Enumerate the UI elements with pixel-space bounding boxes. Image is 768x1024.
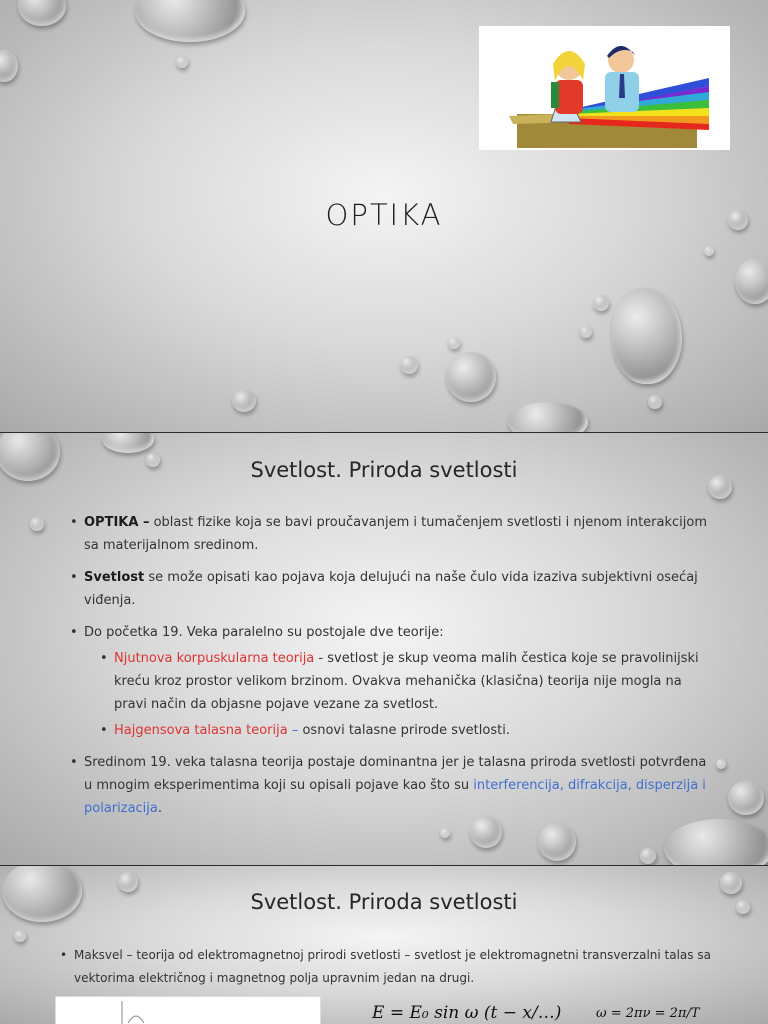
angular-frequency-equation: ω = 2πν = 2π/T	[596, 1006, 700, 1021]
water-drop	[18, 0, 66, 26]
slide-title-optika	[0, 0, 768, 432]
water-drop	[118, 872, 138, 892]
bullet-optika: • OPTIKA – oblast fizike koja se bavi proučavanjem i tumačenjem svetlosti i njenom interakcijom sa materijalnom sredinom.	[70, 511, 710, 557]
bullet-sredinom: • Sredinom 19. veka talasna teorija postaje dominantna jer je talasna priroda svetlosti potvrđena u mnogim eksperimentima koji su opisali pojave kao što su interferencija, difrakcija, disperzija i polarizacija.	[70, 751, 710, 820]
water-drop	[538, 823, 576, 861]
water-drop	[14, 930, 26, 942]
slide-heading: Svetlost. Priroda svetlosti	[250, 890, 518, 914]
subbullet-hajgens: • Hajgensova talasna teorija – osnovi talasne prirode svetlosti.	[100, 719, 710, 742]
water-drop	[400, 356, 418, 374]
bullet-maksvel: • Maksvel – teorija od elektromagnetnoj prirodi svetlosti – svetlost je elektromagnetni transverzalni talas sa vektorima električnog i magnetnog polja upravnim jedan na drugi.	[60, 944, 720, 990]
bullet-list	[60, 944, 720, 990]
water-drop	[232, 390, 256, 412]
water-drop	[716, 759, 726, 769]
slide-svetlost-1	[0, 433, 768, 865]
phenomena-link[interactable]: interferencija, difrakcija, disperzija i polarizacija	[84, 778, 706, 816]
bullet-list	[70, 511, 710, 820]
water-drop	[704, 246, 714, 256]
bullet-svetlost: • Svetlost se može opisati kao pojava koja delujući na naše čulo vida izaziva subjektivni osećaj viđenja.	[70, 566, 710, 612]
water-drop	[102, 433, 154, 453]
water-drop	[30, 517, 44, 531]
water-drop	[640, 848, 656, 864]
water-drop	[448, 337, 460, 349]
water-drop	[0, 50, 18, 82]
water-drop	[446, 352, 496, 402]
em-wave-diagram	[55, 996, 321, 1024]
water-drop	[470, 816, 502, 848]
slide-svetlost-2	[0, 866, 768, 1024]
bullet-teorije: • Do početka 19. Veka paralelno su postojale dve teorije:	[70, 621, 710, 644]
slide-heading: Svetlost. Priroda svetlosti	[250, 458, 518, 482]
wave-equation: E = E₀ sin ω (t − x/…)	[372, 1003, 562, 1023]
children-prism-illustration	[479, 26, 730, 150]
water-drop	[580, 326, 592, 338]
water-drop	[135, 0, 245, 42]
subbullet-njutn: • Njutnova korpuskularna teorija - svetlost je skup veoma malih čestica koje se pravolinijski kreću kroz prostor velikom brzinom. Ovakva mehanička (klasična) teorija nije mogla na pravi način da objasne pojave vezane za svetlost.	[100, 647, 710, 716]
water-drop	[612, 288, 682, 384]
main-title: OPTIKA	[325, 198, 443, 232]
water-drop	[664, 819, 768, 865]
water-drop	[593, 295, 609, 311]
water-drop	[440, 828, 450, 838]
water-drop	[176, 56, 188, 68]
water-drop	[508, 402, 588, 432]
water-drop	[648, 395, 662, 409]
water-drop	[728, 781, 764, 815]
water-drop	[735, 258, 768, 304]
